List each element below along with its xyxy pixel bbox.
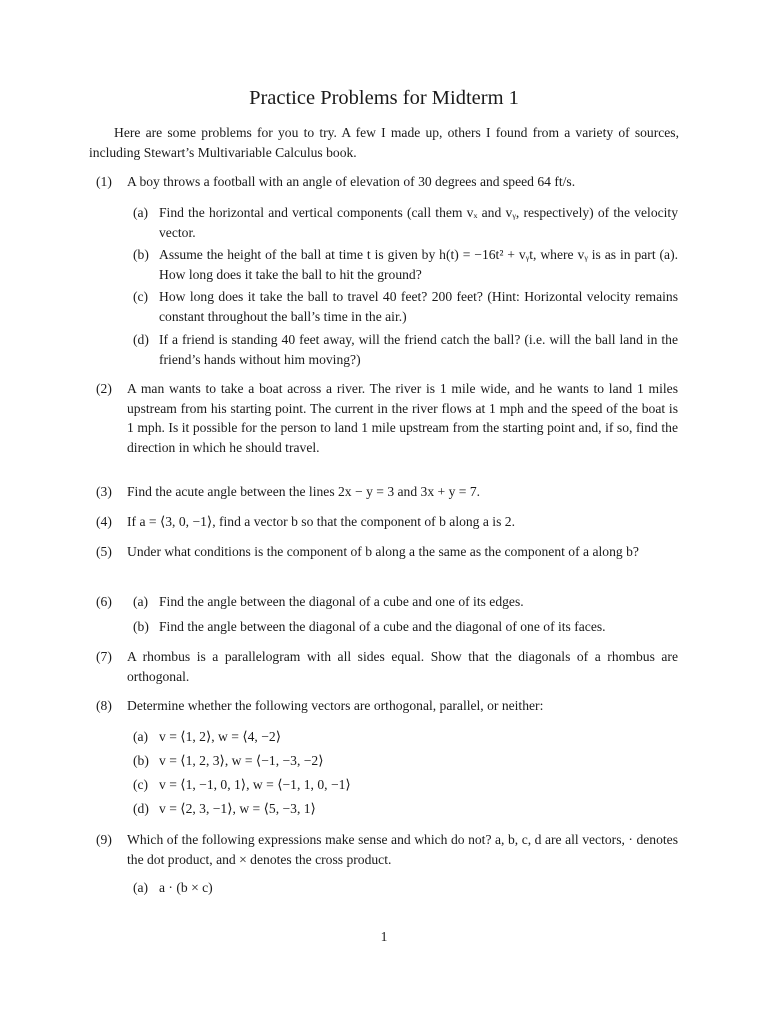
problem-8-number: (8) [96, 698, 112, 713]
problem-6a-text: Find the angle between the diagonal of a cube and one of its edges. [159, 594, 524, 609]
problem-8c-label: (c) [133, 777, 149, 792]
problem-9a-text: a · (b × c) [159, 880, 213, 895]
problem-6b-label: (b) [133, 619, 149, 634]
problem-8-text: Determine whether the following vectors are orthogonal, parallel, or neither: [127, 698, 544, 713]
problem-9-text: Which of the following expressions make sense and which do not? a, b, c, d are all vectors, · denotes the dot product, and × denotes the cross product. [127, 832, 678, 867]
problem-5-number: (5) [96, 544, 112, 559]
problem-6b-text: Find the angle between the diagonal of a cube and the diagonal of one of its faces. [159, 619, 606, 634]
problem-8b-text: v = ⟨1, 2, 3⟩, w = ⟨−1, −3, −2⟩ [159, 753, 324, 768]
problem-8a-label: (a) [133, 729, 149, 744]
problem-4-text: If a = ⟨3, 0, −1⟩, find a vector b so that the component of b along a is 2. [127, 514, 515, 529]
problem-7-text: A rhombus is a parallelogram with all sides equal. Show that the diagonals of a rhombus are orthogonal. [127, 649, 678, 684]
problem-6-number: (6) [96, 594, 112, 609]
problem-8a-text: v = ⟨1, 2⟩, w = ⟨4, −2⟩ [159, 729, 281, 744]
problem-2-number: (2) [96, 381, 112, 396]
problem-9a-label: (a) [133, 880, 149, 895]
page-number: 1 [380, 929, 388, 944]
problem-1c-label: (c) [133, 289, 149, 304]
problem-1a-label: (a) [133, 205, 149, 220]
intro-paragraph: Here are some problems for you to try. A few I made up, others I found from a variety of sources, including Stewart’s Multivariable Calculus book. [89, 125, 679, 160]
problem-8d-label: (d) [133, 801, 149, 816]
problem-1-number: (1) [96, 174, 112, 189]
problem-8b-label: (b) [133, 753, 149, 768]
problem-2-text: A man wants to take a boat across a river. The river is 1 mile wide, and he wants to land 1 miles upstream from his starting point. The current in the river flows at 1 mph and the speed of the boat is 1 mph. Is it possible for the person to land 1 mile upstream from the starting point and, if so, find the direction in which he should travel. [127, 381, 678, 455]
problem-8d-text: v = ⟨2, 3, −1⟩, w = ⟨5, −3, 1⟩ [159, 801, 316, 816]
problem-1c-text: How long does it take the ball to travel 40 feet? 200 feet? (Hint: Horizontal velocity remains constant throughout the ball’s time in the air.) [159, 289, 678, 324]
problem-1d-text: If a friend is standing 40 feet away, will the friend catch the ball? (i.e. will the ball land in the friend’s hands without him moving?) [159, 332, 678, 367]
problem-9-number: (9) [96, 832, 112, 847]
problem-7-number: (7) [96, 649, 112, 664]
problem-1a-text: Find the horizontal and vertical components (call them vₓ and vᵧ, respectively) of the velocity vector. [159, 205, 678, 240]
problem-5-text: Under what conditions is the component of b along a the same as the component of a along b? [127, 544, 639, 559]
problem-1b-text: Assume the height of the ball at time t is given by h(t) = −16t² + vᵧt, where vᵧ is as in part (a). How long does it take the ball to hit the ground? [159, 247, 678, 282]
page-title: Practice Problems for Midterm 1 [249, 87, 519, 109]
problem-1b-label: (b) [133, 247, 149, 262]
problem-6a-label: (a) [133, 594, 149, 609]
problem-1-text: A boy throws a football with an angle of elevation of 30 degrees and speed 64 ft/s. [127, 174, 576, 189]
problem-8c-text: v = ⟨1, −1, 0, 1⟩, w = ⟨−1, 1, 0, −1⟩ [159, 777, 351, 792]
problem-4-number: (4) [96, 514, 112, 529]
problem-3-text: Find the acute angle between the lines 2x − y = 3 and 3x + y = 7. [127, 484, 481, 499]
problem-1d-label: (d) [133, 332, 149, 347]
problem-3-number: (3) [96, 484, 112, 499]
